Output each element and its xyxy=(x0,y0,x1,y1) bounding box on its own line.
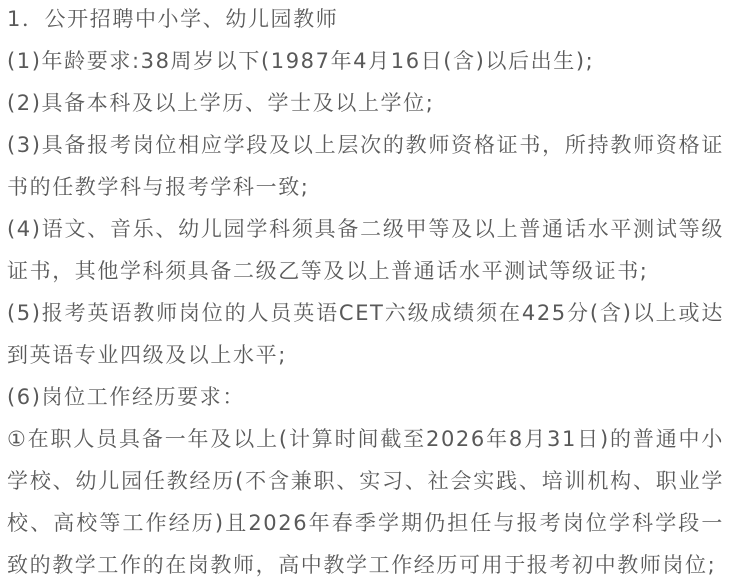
para-age-requirement: (1)年龄要求:38周岁以下(1987年4月16日(含)以后出生); xyxy=(7,49,595,73)
notice-heading: 1．公开招聘中小学、幼儿园教师 xyxy=(7,7,339,31)
para-work-experience-detail: ①在职人员具备一年及以上(计算时间截至2026年8月31日)的普通中小学校、幼儿园任教经历(不含兼职、实习、社会实践、培训机构、职业学校、高校等工作经历)且2026年春季学期仍担任与报考岗位学科学段一致的教学工作的在岗教师，高中教学工作经历可用于报考初中教师岗位; xyxy=(7,427,724,577)
para-teacher-certificate-requirement: (3)具备报考岗位相应学段及以上层次的教师资格证书，所持教师资格证书的任教学科与报考学科一致; xyxy=(7,133,724,199)
para-english-cet-requirement: (5)报考英语教师岗位的人员英语CET六级成绩须在425分(含)以上或达到英语专业四级及以上水平; xyxy=(7,301,724,367)
para-work-experience-heading: (6)岗位工作经历要求： xyxy=(7,385,245,409)
para-education-requirement: (2)具备本科及以上学历、学士及以上学位; xyxy=(7,91,435,115)
para-putonghua-requirement: (4)语文、音乐、幼儿园学科须具备二级甲等及以上普通话水平测试等级证书，其他学科须具备二级乙等及以上普通话水平测试等级证书; xyxy=(7,217,724,283)
